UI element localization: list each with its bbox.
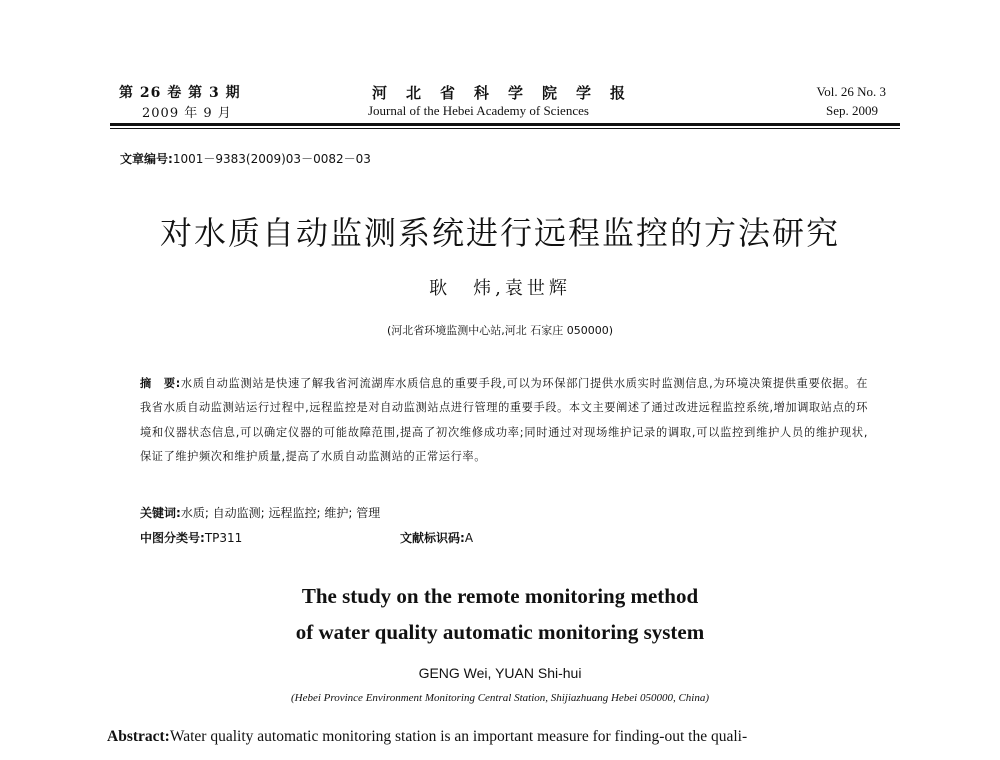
cn-abstract-text: 水质自动监测站是快速了解我省河流湖库水质信息的重要手段,可以为环保部门提供水质实时监测信息,为环境决策提供重要依据。在我省水质自动监测站运行过程中,远程监控是对自动监测站点进行管理的重要手段。本文主要阐述了通过改进远程监控系统,增加调取站点的环境和仪器状态信息,可以确定仪器的可能故障范围,提高了初次维修成功率;同时通过对现场维护记录的调取,可以监控到维护人员的维护现状,保证了维护频次和维护质量,提高了水质自动监测站的正常运行率。 (140, 377, 869, 463)
cn-abstract-label: 摘 要: (140, 377, 181, 390)
cn-affiliation: (河北省环境监测中心站,河北 石家庄 050000) (386, 324, 614, 337)
header-en-journal: Journal of the Hebei Academy of Sciences (368, 103, 589, 118)
header-cn-volume: 第 26 卷 第 3 期 (119, 85, 241, 101)
cn-keywords-label: 关键词: (140, 506, 181, 520)
article-number-value: 1001－9383(2009)03－0082－03 (172, 152, 371, 166)
en-affiliation: (Hebei Province Environment Monitoring Central Station, Shijiazhuang Hebei 050000, China) (290, 692, 710, 704)
cn-abstract (140, 372, 868, 469)
cn-doc-code-label: 文献标识码: (400, 531, 465, 545)
cn-classification-value: TP311 (204, 531, 243, 545)
header-rule-thick (110, 123, 900, 126)
en-abstract-text: Water quality automatic monitoring station is an important measure for finding-out the quali- (169, 728, 748, 745)
header-cn-journal: 河北省科学院学报 (372, 84, 645, 102)
cn-title: 对水质自动监测系统进行远程监控的方法研究 (159, 214, 840, 252)
cn-classification (140, 529, 242, 546)
en-title-line2: of water quality automatic monitoring system (295, 620, 705, 644)
en-abstract (107, 722, 897, 752)
article-number (120, 150, 371, 167)
en-abstract-label: Abstract: (107, 728, 170, 745)
cn-authors: 耿 炜,袁世辉 (429, 278, 571, 299)
article-number-label: 文章编号: (120, 152, 173, 166)
cn-keywords (140, 504, 380, 521)
cn-doc-code (400, 529, 473, 546)
cn-keywords-text: 水质; 自动监测; 远程监控; 维护; 管理 (180, 506, 381, 520)
cn-doc-code-value: A (464, 531, 474, 545)
en-title-line1: The study on the remote monitoring method (301, 584, 699, 608)
en-authors: GENG Wei, YUAN Shi-hui (418, 665, 582, 681)
cn-classification-label: 中图分类号: (140, 531, 205, 545)
header-en-date: Sep. 2009 (826, 103, 878, 118)
header-rule-thin (110, 128, 900, 129)
header-en-volume: Vol. 26 No. 3 (816, 84, 886, 99)
header-cn-date: 2009 年 9 月 (142, 106, 232, 121)
